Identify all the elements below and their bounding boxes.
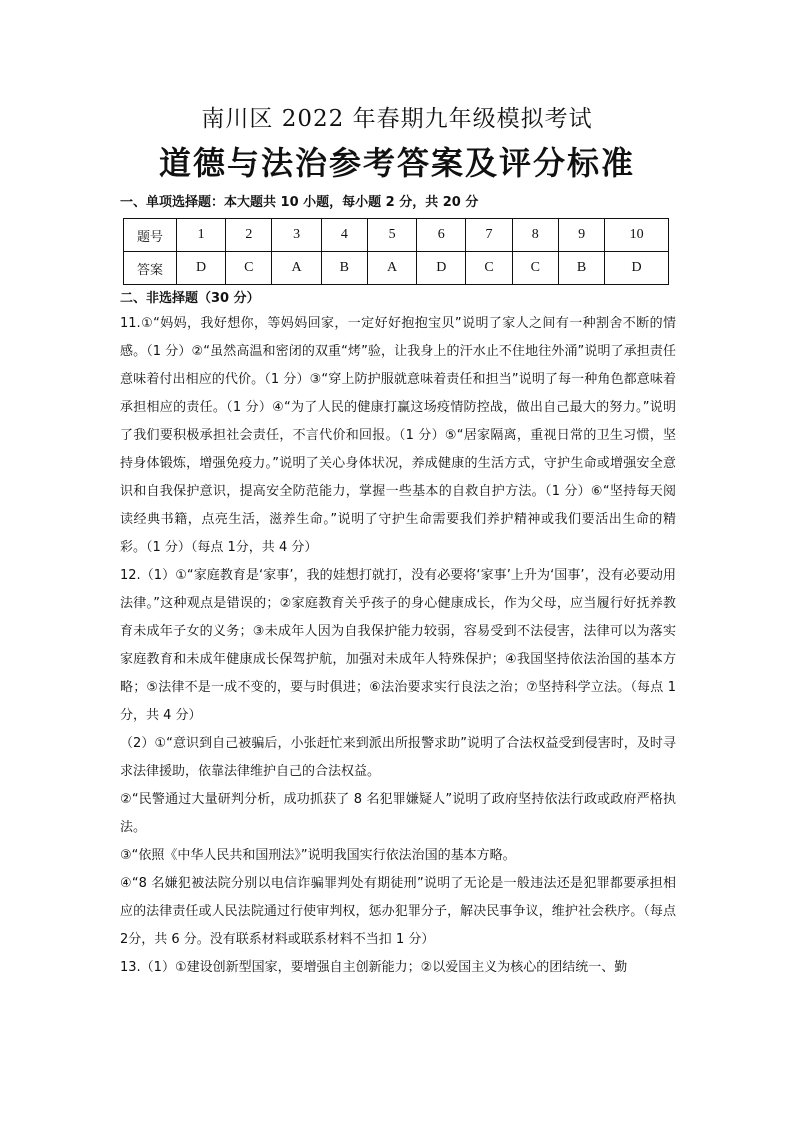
answer-cell: C xyxy=(226,252,272,285)
answer-paragraph-q12-2-point2: ②“民警通过大量研判分析，成功抓获了 8 名犯罪嫌疑人”说明了政府坚持依法行政或政府严格执法。 xyxy=(120,792,676,835)
section1-heading: 一、单项选择题：本大题共 10 小题，每小题 2 分，共 20 分 xyxy=(120,195,479,210)
question-number: 5 xyxy=(367,219,416,252)
answer-body xyxy=(120,310,676,982)
answer-row xyxy=(124,252,669,285)
answer-paragraph-q13: 13.（1）①建设创新型国家，要增强自主创新能力；②以爱国主义为核心的团结统一、勤 xyxy=(120,960,628,975)
question-number: 4 xyxy=(321,219,367,252)
answer-cell: C xyxy=(466,252,512,285)
answer-paragraph-q12-2-point3: ③“依照《中华人民共和国刑法》”说明我国实行依法治国的基本方略。 xyxy=(120,848,516,863)
question-number: 1 xyxy=(177,219,226,252)
answer-paragraph-q12-2: （2）①“意识到自己被骗后，小张赶忙来到派出所报警求助”说明了合法权益受到侵害时，及时寻求法律援助，依靠法律维护自己的合法权益。 xyxy=(120,736,676,779)
question-number: 9 xyxy=(558,219,604,252)
exam-title: 南川区 2022 年春期九年级模拟考试 xyxy=(201,106,593,132)
answer-paragraph-q11: 11.①“妈妈，我好想你，等妈妈回家，一定好好抱抱宝贝”说明了家人之间有一种割舍不断的情感。（1 分）②“虽然高温和密闭的双重“烤”验，让我身上的汗水止不住地往外涌”说明了承担责任意味着付出相应的代价。（1 分）③“穿上防护服就意味着责任和担当”说明了每一种角色都意味着承担相应的责任。（1 分）④“为了人民的健康打赢这场疫情防控战，做出自己最大的努力。”说明了我们要积极承担社会责任，不言代价和回报。（1 分）⑤“居家隔离，重视日常的卫生习惯，坚持身体锻炼，增强免疫力。”说明了关心身体状况，养成健康的生活方式，守护生命或增强安全意识和自我保护意识，提高安全防范能力，掌握一些基本的自救自护方法。（1 分）⑥“坚持每天阅读经典书籍，点亮生活，滋养生命。”说明了守护生命需要我们养护精神或我们要活出生命的精彩。（1 分）（每点 1分，共 4 分） xyxy=(120,316,676,555)
question-number: 6 xyxy=(417,219,466,252)
document-subtitle: 道德与法治参考答案及评分标准 xyxy=(158,144,635,182)
question-number-row xyxy=(124,219,669,252)
answer-paragraph-q12-2-point4: ④“8 名嫌犯被法院分别以电信诈骗罪判处有期徒刑”说明了无论是一般违法还是犯罪都要承担相应的法律责任或人民法院通过行使审判权，惩办犯罪分子，解决民事争议，维护社会秩序。（每点 2分，共 6 分。没有联系材料或联系材料不当扣 1 分） xyxy=(120,876,676,947)
answer-cell: B xyxy=(321,252,367,285)
answer-cell: C xyxy=(512,252,558,285)
answer-cell: A xyxy=(272,252,321,285)
answer-cell: D xyxy=(417,252,466,285)
answer-paragraph-q12-1: 12.（1）①“家庭教育是‘家事’，我的娃想打就打，没有必要将‘家事’上升为‘国事’，没有必要动用法律。”这种观点是错误的；②家庭教育关乎孩子的身心健康成长，作为父母，应当履行好抚养教育未成年子女的义务；③未成年人因为自我保护能力较弱，容易受到不法侵害，法律可以为落实家庭教育和未成年健康成长保驾护航，加强对未成年人特殊保护；④我国坚持依法治国的基本方略；⑤法律不是一成不变的，要与时俱进；⑥法治要求实行良法之治；⑦坚持科学立法。（每点 1分，共 4 分） xyxy=(120,568,676,723)
row-header-answers: 答案 xyxy=(124,252,177,285)
question-number: 2 xyxy=(226,219,272,252)
question-number: 10 xyxy=(605,219,669,252)
answer-cell: B xyxy=(558,252,604,285)
question-number: 3 xyxy=(272,219,321,252)
answer-cell: A xyxy=(367,252,416,285)
question-number: 8 xyxy=(512,219,558,252)
answer-table xyxy=(123,218,669,285)
row-header-numbers: 题号 xyxy=(124,219,177,252)
question-number: 7 xyxy=(466,219,512,252)
section2-heading: 二、非选择题（30 分） xyxy=(120,291,260,306)
answer-cell: D xyxy=(605,252,669,285)
answer-cell: D xyxy=(177,252,226,285)
